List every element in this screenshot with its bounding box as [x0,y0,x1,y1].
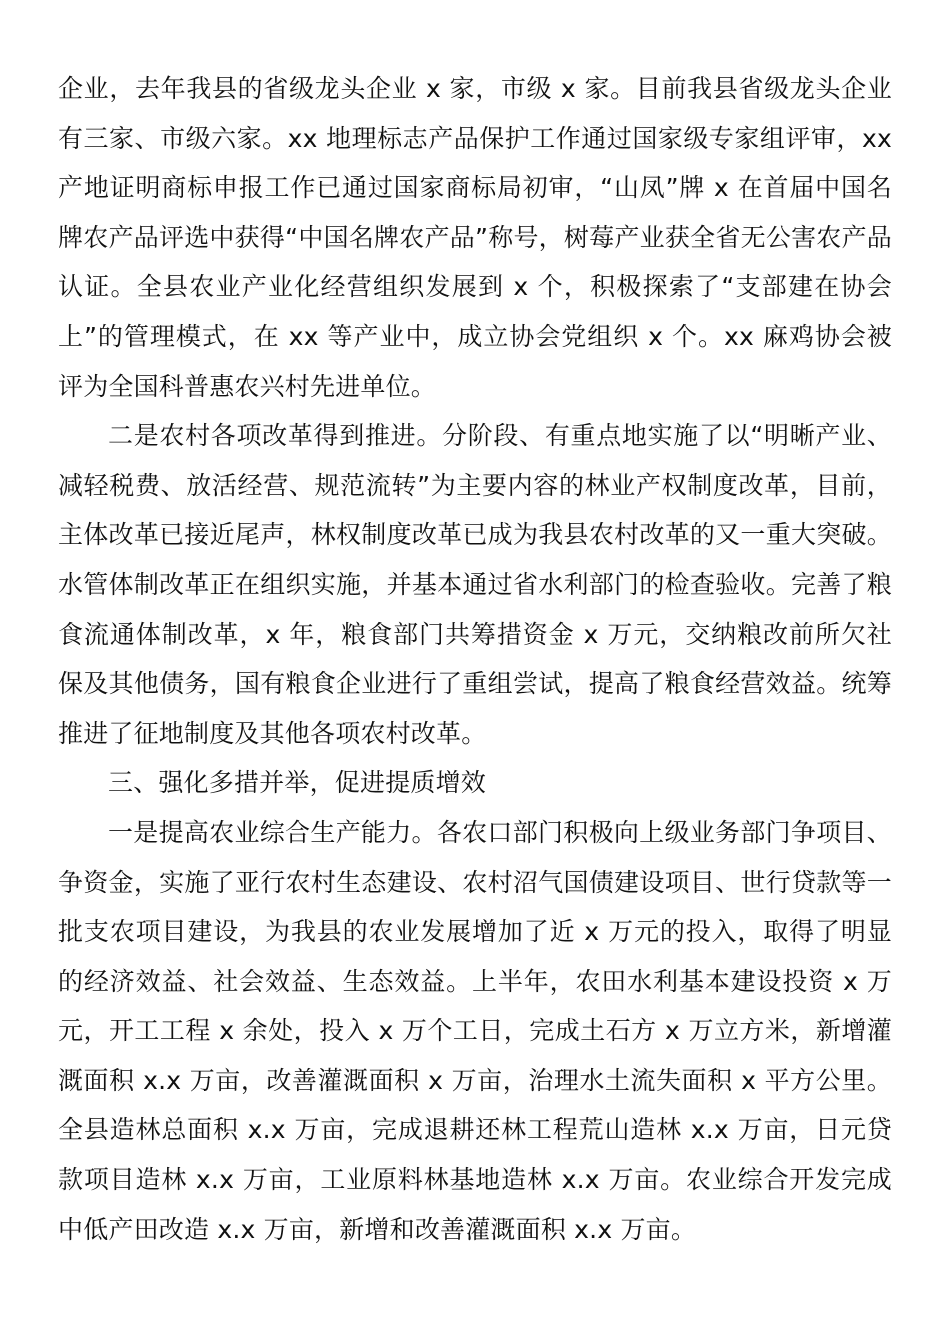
paragraph-leading-enterprises: 企业，去年我县的省级龙头企业 x 家，市级 x 家。目前我县省级龙头企业有三家、市级六家。xx 地理标志产品保护工作通过国家级专家组评审，xx 产地证明商标申报工作已通过国家商标局初审，“山凤”牌 x 在首届中国名牌农产品评选中获得“中国名牌农产品”称号，树莓产业获全省无公害农产品认证。全县农业产业化经营组织发展到 x 个，积极探索了“支部建在协会上”的管理模式，在 xx 等产业中，成立协会党组织 x 个。xx 麻鸡协会被评为全国科普惠农兴村先进单位。 [58,74,892,401]
paragraph-agricultural-capacity: 一是提高农业综合生产能力。各农口部门积极向上级业务部门争项目、争资金，实施了亚行农村生态建设、农村沼气国债建设项目、世行贷款等一批支农项目建设，为我县的农业发展增加了近 x 万元的投入，取得了明显的经济效益、社会效益、生态效益。上半年，农田水利基本建设投资 x 万元，开工工程 x 余处，投入 x 万个工日，完成土石方 x 万立方米，新增灌溉面积 x.x 万亩，改善灌溉面积 x 万亩，治理水土流失面积 x 平方公里。全县造林总面积 x.x 万亩，完成退耕还林工程荒山造林 x.x 万亩，日元贷款项目造林 x.x 万亩，工业原料林基地造林 x.x 万亩。农业综合开发完成中低产田改造 x.x 万亩，新增和改善灌溉面积 x.x 万亩。 [58,817,892,1244]
section-heading-multiple-measures: 三、强化多措并举，促进提质增效 [108,768,487,798]
paragraph-rural-reform: 二是农村各项改革得到推进。分阶段、有重点地实施了以“明晰产业、减轻税费、放活经营、规范流转”为主要内容的林业产权制度改革，目前，主体改革已接近尾声，林权制度改革已成为我县农村改革的又一重大突破。水管体制改革正在组织实施，并基本通过省水利部门的检查验收。完善了粮食流通体制改革，x 年，粮食部门共筹措资金 x 万元，交纳粮改前所欠社保及其他债务，国有粮食企业进行了重组尝试，提高了粮食经营效益。统筹推进了征地制度及其他各项农村改革。 [58,421,892,748]
document-body [58,64,892,1254]
